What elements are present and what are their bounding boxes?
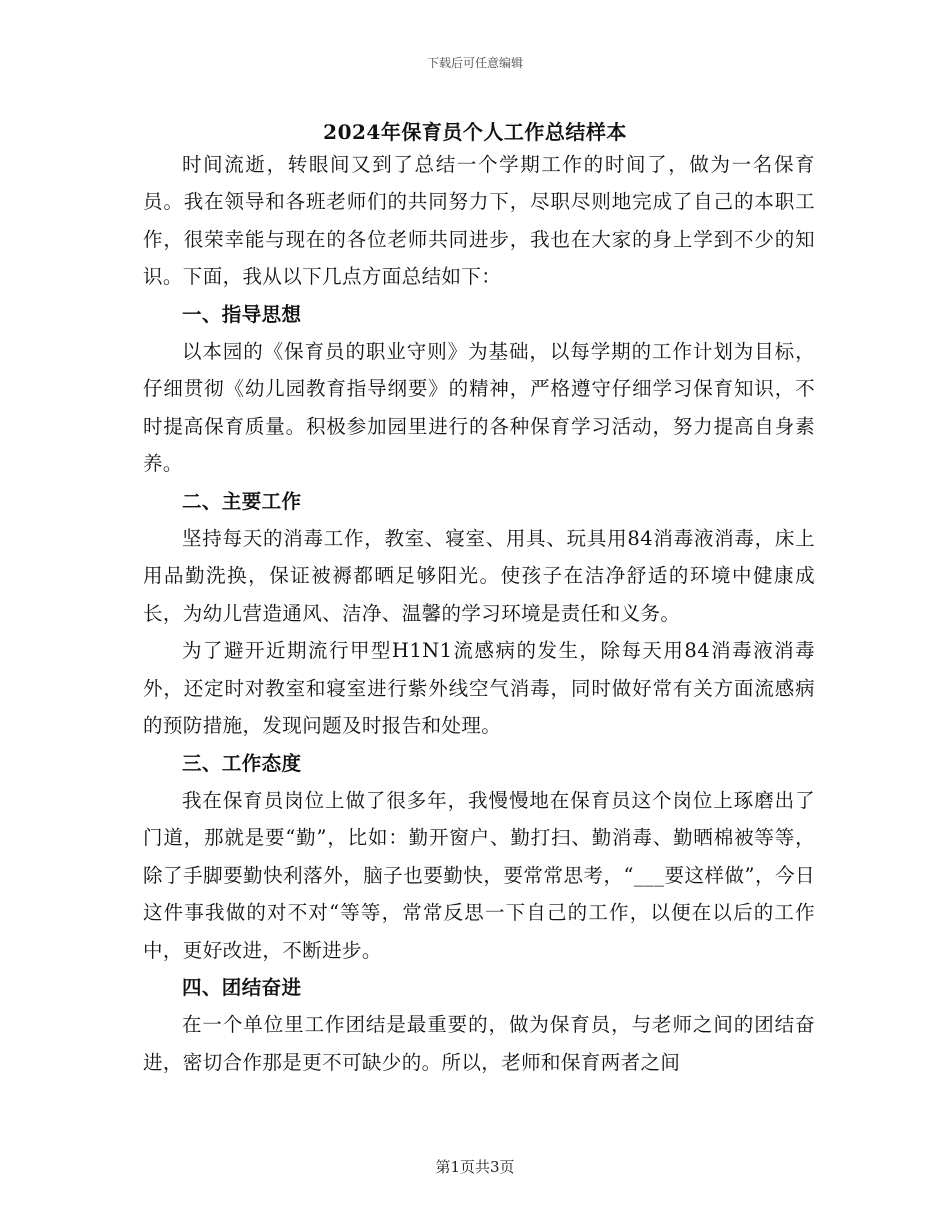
- document-title: 2024年保育员个人工作总结样本: [323, 120, 627, 144]
- section-heading-main-work: 二、主要工作: [182, 489, 302, 513]
- paragraph-flu-prevention: 为了避开近期流行甲型H1N1流感病的发生，除每天用84消毒液消毒外，还定时对教室和寝室进行紫外线空气消毒，同时做好常有关方面流感病的预防措施，发现问题及时报告和处理。: [143, 639, 815, 738]
- section-heading-unity: 四、团结奋进: [182, 975, 302, 999]
- paragraph-guiding-thought: 以本园的《保育员的职业守则》为基础，以每学期的工作计划为目标，仔细贯彻《幼儿园教育指导纲要》的精神，严格遵守仔细学习保育知识，不时提高保育质量。积极参加园里进行的各种保育学习活动，努力提高自身素养。: [143, 340, 815, 476]
- page-footer: 第1页共3页: [435, 1158, 515, 1176]
- section-heading-work-attitude: 三、工作态度: [182, 751, 302, 775]
- document-body: [143, 146, 815, 1081]
- paragraph-unity: 在一个单位里工作团结是最重要的，做为保育员，与老师之间的团结奋进，密切合作那是更不可缺少的。所以，老师和保育两者之间: [143, 1013, 815, 1074]
- header-note: 下载后可任意编辑: [426, 56, 523, 70]
- section-heading-guiding-thought: 一、指导思想: [182, 302, 302, 326]
- paragraph-intro: 时间流逝，转眼间又到了总结一个学期工作的时间了，做为一名保育员。我在领导和各班老师们的共同努力下，尽职尽则地完成了自己的本职工作，很荣幸能与现在的各位老师共同进步，我也在大家的身上学到不少的知识。下面，我从以下几点方面总结如下：: [143, 153, 815, 289]
- paragraph-disinfection: 坚持每天的消毒工作，教室、寝室、用具、玩具用84消毒液消毒，床上用品勤洗换，保证被褥都晒足够阳光。使孩子在洁净舒适的环境中健康成长，为幼儿营造通风、洁净、温馨的学习环境是责任和义务。: [143, 527, 815, 625]
- paragraph-work-attitude: 我在保育员岗位上做了很多年，我慢慢地在保育员这个岗位上琢磨出了门道，那就是要“勤”，比如：勤开窗户、勤打扫、勤消毒、勤晒棉被等等，除了手脚要勤快利落外，脑子也要勤快，要常常思考，“___要这样做”，今日这件事我做的对不对“等等，常常反思一下自己的工作，以便在以后的工作中，更好改进，不断进步。: [143, 788, 815, 962]
